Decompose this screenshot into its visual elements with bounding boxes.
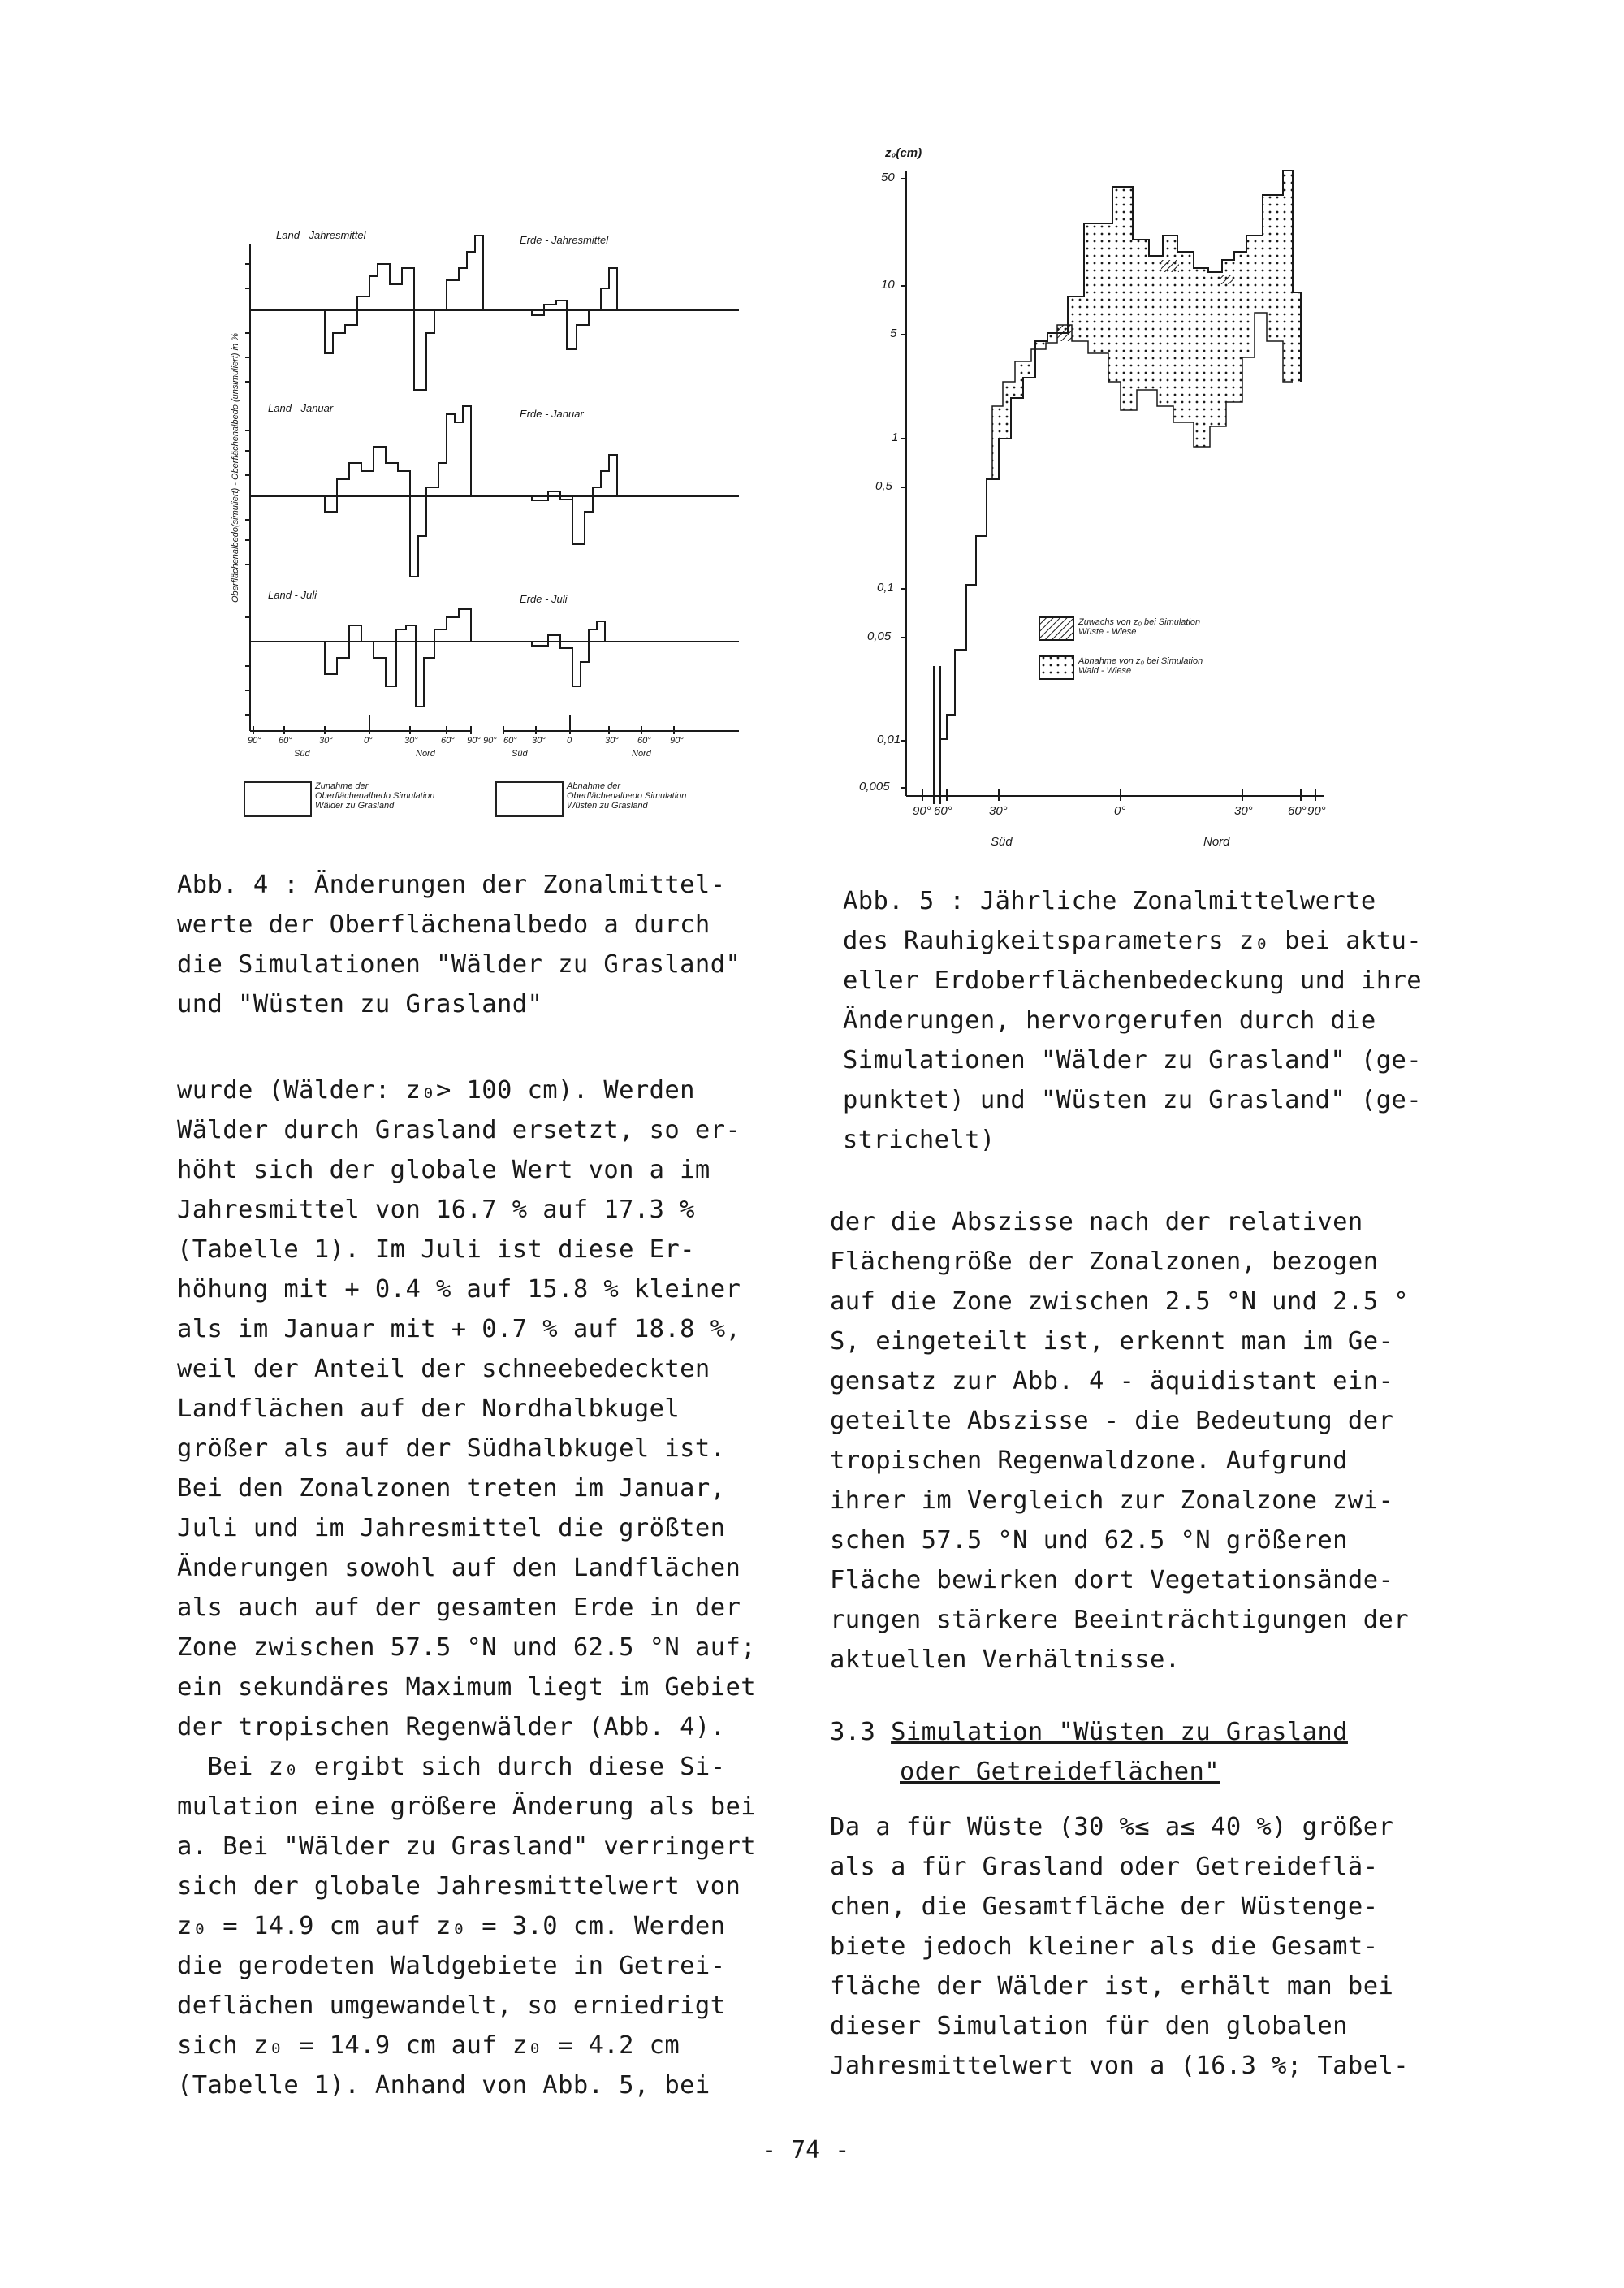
text-line: Landflächen auf der Nordhalbkugel xyxy=(177,1395,680,1423)
text-line: deflächen umgewandelt, so erniedrigt xyxy=(177,1992,726,2020)
text-line: chen, die Gesamtfläche der Wüstenge- xyxy=(830,1892,1379,1921)
text-line: gensatz zur Abb. 4 - äquidistant ein- xyxy=(830,1367,1394,1395)
section-number: 3.3 xyxy=(830,1718,876,1746)
y-tick: 0,005 xyxy=(859,780,890,794)
text-line: wurde (Wälder: z₀> 100 cm). Werden xyxy=(177,1076,695,1105)
legend-dotted-text: Abnahme von z₀ bei Simulation Wald - Wiese xyxy=(1078,656,1203,676)
text-line: Jahresmittel von 16.7 % auf 17.3 % xyxy=(177,1196,695,1224)
text-line: (Tabelle 1). Anhand von Abb. 5, bei xyxy=(177,2071,710,2100)
panel-title-earth-jan: Erde - Januar xyxy=(520,408,584,420)
section-heading-line-2 xyxy=(830,1752,1348,1792)
text-line: schen 57.5 °N und 62.5 °N größeren xyxy=(830,1526,1348,1555)
x-label-sud: Süd xyxy=(512,749,528,759)
text-line: fläche der Wälder ist, erhält man bei xyxy=(830,1972,1394,2000)
x-tick: 60° xyxy=(934,804,952,818)
x-tick: 90° xyxy=(1307,804,1326,818)
text-line: biete jedoch kleiner als die Gesamt- xyxy=(830,1932,1379,1961)
x-tick: 90° xyxy=(670,736,684,746)
caption-line: punktet) und "Wüsten zu Grasland" (ge- xyxy=(843,1086,1422,1114)
text-line: dieser Simulation für den globalen xyxy=(830,2012,1348,2040)
panel-title-land-year: Land - Jahresmittel xyxy=(276,229,366,241)
caption-line: die Simulationen "Wälder zu Grasland" xyxy=(177,950,741,979)
x-tick: 90° xyxy=(483,736,497,746)
legend-decrease-text: Abnahme der Oberflächenalbedo Simulation Wüsten zu Grasland xyxy=(567,781,687,811)
right-column-text-b xyxy=(830,1807,1409,2086)
text-line: Bei z₀ ergibt sich durch diese Si- xyxy=(177,1753,726,1781)
section-title-1: Simulation "Wüsten zu Grasland xyxy=(891,1718,1348,1746)
left-column-text xyxy=(177,1070,756,2105)
text-line: der tropischen Regenwälder (Abb. 4). xyxy=(177,1713,726,1741)
panel-title-land-jul: Land - Juli xyxy=(268,589,317,601)
text-line: mulation eine größere Änderung als bei xyxy=(177,1793,756,1821)
figure-4-caption xyxy=(177,865,741,1024)
figure-5-ylabel: z₀(cm) xyxy=(885,146,922,160)
x-tick: 90° xyxy=(913,804,931,818)
text-line: Zone zwischen 57.5 °N und 62.5 °N auf; xyxy=(177,1633,756,1662)
caption-line: Änderungen, hervorgerufen durch die xyxy=(843,1006,1376,1035)
x-tick: 30° xyxy=(605,736,619,746)
text-line: Fläche bewirken dort Vegetationsände- xyxy=(830,1566,1394,1594)
right-column-text-a xyxy=(830,1202,1409,1680)
text-line: geteilte Abszisse - die Bedeutung der xyxy=(830,1407,1394,1435)
x-label-nord: Nord xyxy=(416,749,435,759)
text-line: (Tabelle 1). Im Juli ist diese Er- xyxy=(177,1235,695,1264)
caption-line: Simulationen "Wälder zu Grasland" (ge- xyxy=(843,1046,1422,1075)
legend-hatched-text: Zuwachs von z₀ bei Simulation Wüste - Wiese xyxy=(1078,617,1201,637)
x-label-nord: Nord xyxy=(1203,835,1230,849)
text-line: z₀ = 14.9 cm auf z₀ = 3.0 cm. Werden xyxy=(177,1912,726,1940)
x-label-sud: Süd xyxy=(294,749,310,759)
text-line: ihrer im Vergleich zur Zonalzone zwi- xyxy=(830,1486,1394,1515)
text-line: als a für Grasland oder Getreideflä- xyxy=(830,1853,1379,1881)
figure-5 xyxy=(844,130,1364,877)
figure-5-caption xyxy=(843,881,1422,1160)
x-tick: 60° xyxy=(279,736,292,746)
panel-title-land-jan: Land - Januar xyxy=(268,402,334,414)
text-line: Bei den Zonalzonen treten im Januar, xyxy=(177,1474,726,1503)
x-tick: 30° xyxy=(989,804,1008,818)
x-label-nord: Nord xyxy=(632,749,651,759)
text-line: Da a für Wüste (30 %≤ a≤ 40 %) größer xyxy=(830,1813,1394,1841)
caption-line: werte der Oberflächenalbedo a durch xyxy=(177,910,710,939)
text-line: sich z₀ = 14.9 cm auf z₀ = 4.2 cm xyxy=(177,2031,680,2060)
text-line: als im Januar mit + 0.7 % auf 18.8 %, xyxy=(177,1315,741,1343)
x-tick: 30° xyxy=(404,736,418,746)
caption-line: Abb. 5 : Jährliche Zonalmittelwerte xyxy=(843,887,1376,915)
caption-line: des Rauhigkeitsparameters z₀ bei aktu- xyxy=(843,927,1422,955)
text-line: sich der globale Jahresmittelwert von xyxy=(177,1872,741,1901)
y-tick: 50 xyxy=(881,171,895,184)
text-line: als auch auf der gesamten Erde in der xyxy=(177,1594,741,1622)
text-line: Jahresmittelwert von a (16.3 %; Tabel- xyxy=(830,2052,1409,2080)
text-line: a. Bei "Wälder zu Grasland" verringert xyxy=(177,1832,756,1861)
legend-box-decrease xyxy=(495,781,564,817)
text-line: Änderungen sowohl auf den Landflächen xyxy=(177,1554,741,1582)
x-tick: 90° xyxy=(248,736,261,746)
figure-4-ylabel: Oberflächenalbedo(simuliert) - Oberflächenalbedo (unsimuliert) in % xyxy=(231,333,240,603)
legend-box-increase xyxy=(244,781,312,817)
text-line: S, eingeteilt ist, erkennt man im Ge- xyxy=(830,1327,1394,1356)
text-line: auf die Zone zwischen 2.5 °N und 2.5 ° xyxy=(830,1287,1409,1316)
section-heading xyxy=(830,1712,1348,1792)
y-tick: 10 xyxy=(881,278,895,292)
x-tick: 0 xyxy=(567,736,572,746)
text-line: rungen stärkere Beeinträchtigungen der xyxy=(830,1606,1409,1634)
panel-title-earth-year: Erde - Jahresmittel xyxy=(520,234,609,246)
text-line: Wälder durch Grasland ersetzt, so er- xyxy=(177,1116,741,1144)
y-tick: 0,01 xyxy=(877,733,901,746)
x-tick: 0° xyxy=(1114,804,1126,818)
text-line: die gerodeten Waldgebiete in Getrei- xyxy=(177,1952,726,1980)
x-tick: 60° xyxy=(503,736,517,746)
x-tick: 0° xyxy=(364,736,373,746)
panel-title-earth-jul: Erde - Juli xyxy=(520,593,568,605)
figure-4 xyxy=(203,219,755,837)
x-tick: 60° xyxy=(1288,804,1307,818)
text-line: der die Abszisse nach der relativen xyxy=(830,1208,1363,1236)
x-tick: 60° xyxy=(637,736,651,746)
y-tick: 5 xyxy=(890,327,897,340)
caption-line: Abb. 4 : Änderungen der Zonalmittel- xyxy=(177,871,726,899)
section-title-2: oder Getreideflächen" xyxy=(900,1758,1220,1786)
x-label-sud: Süd xyxy=(991,835,1013,849)
x-tick: 30° xyxy=(1234,804,1253,818)
text-line: höht sich der globale Wert von a im xyxy=(177,1156,710,1184)
x-tick: 30° xyxy=(532,736,546,746)
page-number: - 74 - xyxy=(762,2136,850,2165)
text-line: höhung mit + 0.4 % auf 15.8 % kleiner xyxy=(177,1275,741,1304)
y-tick: 1 xyxy=(892,430,899,444)
text-line: ein sekundäres Maximum liegt im Gebiet xyxy=(177,1673,756,1702)
caption-line: eller Erdoberflächenbedeckung und ihre xyxy=(843,967,1422,995)
text-line: Juli und im Jahresmittel die größten xyxy=(177,1514,726,1542)
y-tick: 0,05 xyxy=(867,629,892,643)
caption-line: und "Wüsten zu Grasland" xyxy=(177,990,543,1019)
x-tick: 30° xyxy=(319,736,333,746)
y-tick: 0,1 xyxy=(877,581,894,595)
figure-5-plot xyxy=(844,130,1364,877)
x-tick: 90° xyxy=(467,736,481,746)
legend-increase-text: Zunahme der Oberflächenalbedo Simulation Wälder zu Grasland xyxy=(315,781,435,811)
x-tick: 60° xyxy=(441,736,455,746)
text-line: tropischen Regenwaldzone. Aufgrund xyxy=(830,1447,1348,1475)
text-line: Flächengröße der Zonalzonen, bezogen xyxy=(830,1248,1379,1276)
text-line: aktuellen Verhältnisse. xyxy=(830,1646,1181,1674)
y-tick: 0,5 xyxy=(875,479,892,493)
caption-line: strichelt) xyxy=(843,1126,996,1154)
text-line: größer als auf der Südhalbkugel ist. xyxy=(177,1434,726,1463)
text-line: weil der Anteil der schneebedeckten xyxy=(177,1355,710,1383)
section-heading-line-1 xyxy=(830,1712,1348,1752)
